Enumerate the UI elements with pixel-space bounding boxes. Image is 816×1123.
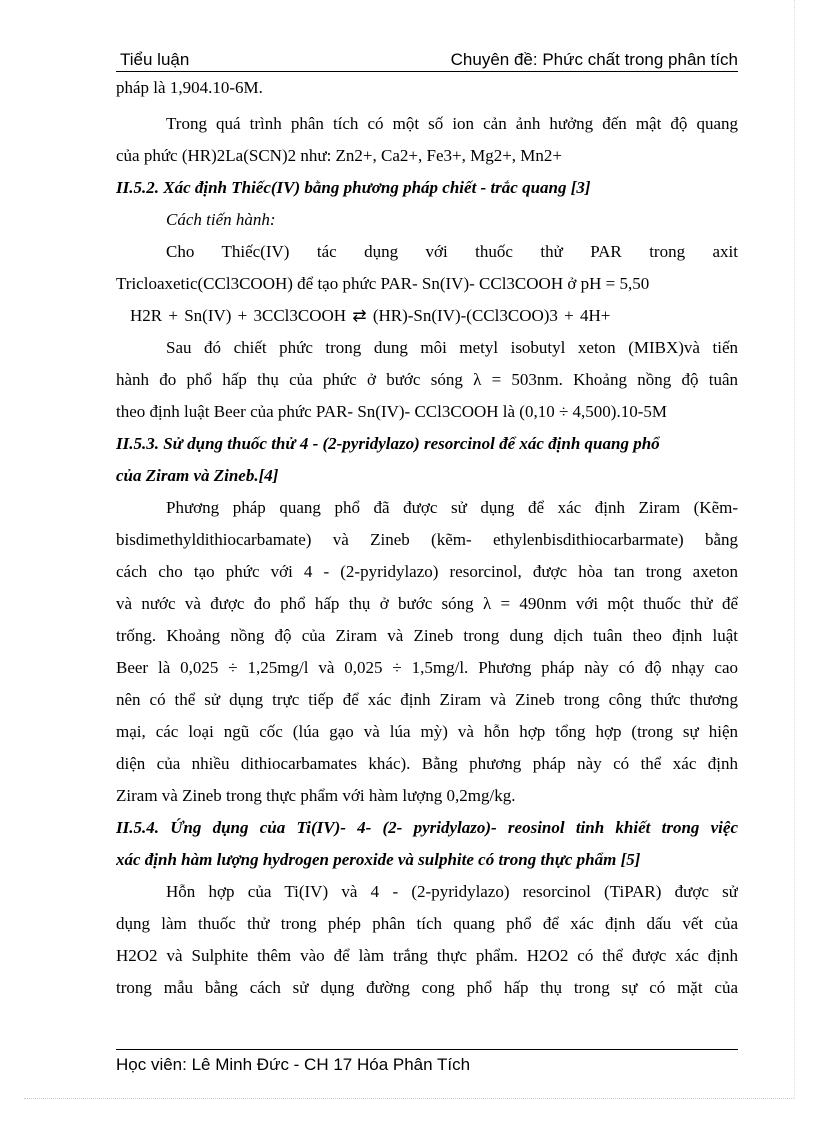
body-line: trống. Khoảng nồng độ của Ziram và Zineb trong dung dịch tuân theo định luật: [116, 626, 738, 645]
page-footer: Học viên: Lê Minh Đức - CH 17 Hóa Phân Tích: [116, 1055, 471, 1074]
page-edge-right: [794, 0, 795, 1098]
section-heading: II.5.4. Ứng dụng của Ti(IV)- 4- (2- pyridylazo)- reosinol tinh khiết trong việc: [116, 818, 738, 837]
footer-divider: [116, 1049, 738, 1050]
body-line: và nước và được đo phổ hấp thụ ở bước sóng λ = 490nm với một thuốc thử để: [116, 594, 738, 613]
body-line: Trong quá trình phân tích có một số ion cản ảnh hưởng đến mật độ quang: [166, 114, 738, 133]
body-line: Sau đó chiết phức trong dung môi metyl isobutyl xeton (MIBX)và tiến: [166, 338, 738, 357]
section-heading: xác định hàm lượng hydrogen peroxide và sulphite có trong thực phẩm [5]: [116, 850, 641, 869]
body-line: cách cho tạo phức với 4 - (2-pyridylazo) resorcinol, được hòa tan trong axeton: [116, 562, 738, 581]
header-left-title: Tiểu luận: [120, 50, 190, 69]
body-line: Cách tiến hành:: [166, 210, 276, 229]
body-line: Phương pháp quang phổ đã được sử dụng để xác định Ziram (Kẽm-: [166, 498, 738, 517]
body-line: dụng làm thuốc thử trong phép phân tích quang phổ để xác định dấu vết của: [116, 914, 738, 933]
body-line: Cho Thiếc(IV) tác dụng với thuốc thử PAR trong axit: [166, 242, 738, 261]
section-heading: II.5.3. Sử dụng thuốc thử 4 - (2-pyridylazo) resorcinol để xác định quang phổ: [116, 434, 660, 453]
body-line: hành đo phổ hấp thụ của phức ở bước sóng λ = 503nm. Khoảng nồng độ tuân: [116, 370, 738, 389]
body-line: pháp là 1,904.10-6M.: [116, 78, 263, 97]
chemical-equation: H2R + Sn(IV) + 3CCl3COOH ⇄ (HR)-Sn(IV)-(CCl3COO)3 + 4H+: [130, 306, 611, 325]
body-line: bisdimethyldithiocarbamate) và Zineb (kẽm- ethylenbisdithiocarbarmate) bằng: [116, 530, 738, 549]
section-heading: II.5.2. Xác định Thiếc(IV) bằng phương pháp chiết - trắc quang [3]: [116, 178, 591, 197]
body-line: của phức (HR)2La(SCN)2 như: Zn2+, Ca2+, Fe3+, Mg2+, Mn2+: [116, 146, 562, 165]
document-body: [116, 72, 738, 1004]
body-line: Beer là 0,025 ÷ 1,25mg/l và 0,025 ÷ 1,5mg/l. Phương pháp này có độ nhạy cao: [116, 658, 738, 677]
body-line: Ziram và Zineb trong thực phẩm với hàm lượng 0,2mg/kg.: [116, 786, 516, 805]
body-line: Hỗn hợp của Ti(IV) và 4 - (2-pyridylazo) resorcinol (TiPAR) được sử: [166, 882, 738, 901]
page-header: [116, 50, 738, 72]
page-edge-bottom: [24, 1098, 794, 1099]
body-line: mại, các loại ngũ cốc (lúa gạo và lúa mỳ) và hỗn hợp tổng hợp (trong sự hiện: [116, 722, 738, 741]
body-line: H2O2 và Sulphite thêm vào để làm trắng thực phẩm. H2O2 có thể được xác định: [116, 946, 738, 965]
body-line: diện của nhiều dithiocarbamates khác). Bằng phương pháp này có thể xác định: [116, 754, 738, 773]
body-line: nên có thể sử dụng trực tiếp để xác định Ziram và Zineb trong công thức thương: [116, 690, 738, 709]
header-right-title: Chuyên đề: Phức chất trong phân tích: [450, 50, 738, 69]
section-heading: của Ziram và Zineb.[4]: [116, 466, 279, 485]
body-line: trong mẫu bằng cách sử dụng đường cong phổ hấp thụ trong sự có mặt của: [116, 978, 738, 997]
body-line: theo định luật Beer của phức PAR- Sn(IV)- CCl3COOH là (0,10 ÷ 4,500).10-5M: [116, 402, 667, 421]
body-line: Tricloaxetic(CCl3COOH) để tạo phức PAR- Sn(IV)- CCl3COOH ở pH = 5,50: [116, 274, 650, 293]
